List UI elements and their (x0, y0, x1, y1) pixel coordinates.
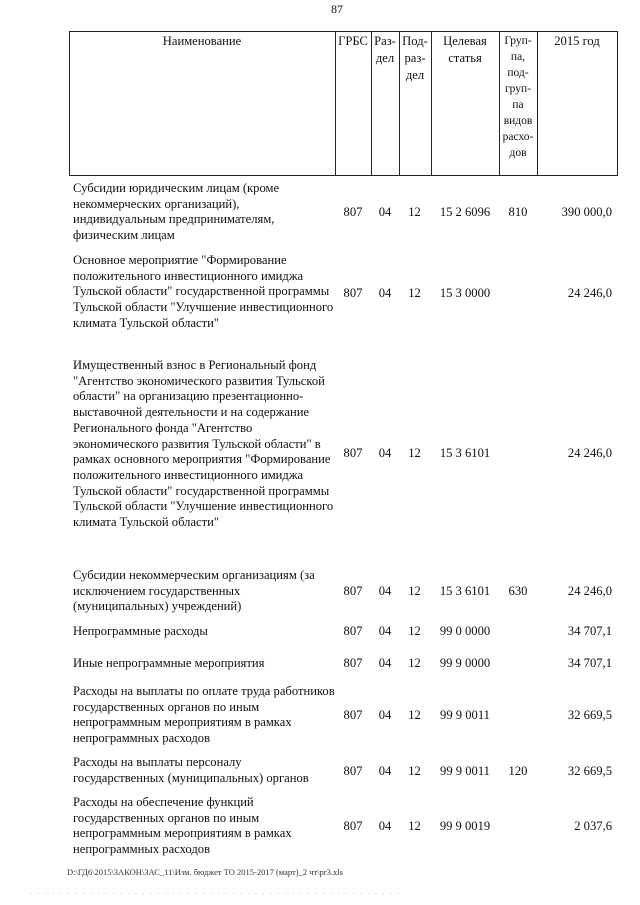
row-razdel: 04 (378, 584, 392, 598)
row-sum: 24 246,0 (567, 584, 612, 598)
row-razdel: 04 (378, 624, 392, 638)
header-podrazdel-line: раз- (404, 51, 426, 65)
header-cst-line: Целевая (443, 34, 487, 48)
row-cst: 99 9 0000 (439, 656, 491, 670)
row-razdel: 04 (378, 708, 392, 722)
row-razdel: 04 (378, 446, 392, 460)
header-name: Наименование (162, 34, 242, 48)
row-cst: 99 9 0011 (440, 708, 490, 722)
header-gruppa-line: па, (510, 51, 526, 63)
header-razdel-line: Раз- (374, 34, 396, 48)
header-year: 2015 год (554, 34, 600, 48)
row-name: Основное мероприятие "Формирование положительного инвестиционного имиджа Тульской области" государственной программы Тульской области "Улучшение инвестиционного климата Тульской области" (73, 253, 334, 330)
row-gruppa: 810 (508, 205, 528, 219)
header-gruppa-line: видов (503, 115, 533, 127)
header-grbs: ГРБС (338, 34, 368, 48)
row-cst: 15 2 6096 (439, 205, 491, 219)
page-number: 87 (331, 2, 343, 16)
scan-artifact-dots: . . . . . . . . . . . . . . . . . . . . . . . . . . . . . . . . . . . . . . . . . . . . . . . . . . (30, 888, 402, 896)
row-gruppa: 120 (508, 764, 528, 778)
row-name: Имущественный взнос в Региональный фонд "Агентство экономического развития Тульской области" на организацию презентационно-выставочной деятельности и на содержание Регионального фонда "Агентство экономического развития Тульской области" в рамках основного мероприятия "Формирование положительного инвестиционного имиджа Тульской области" государственной программы Тульской области "Улучшение инвестиционного климата Тульской области" (73, 358, 334, 530)
header-gruppa-line: Груп- (504, 35, 532, 47)
row-razdel: 04 (378, 819, 392, 833)
row-grbs: 807 (343, 708, 363, 722)
header-gruppa-line: расхо- (502, 131, 534, 143)
row-razdel: 04 (378, 205, 392, 219)
header-cst (431, 33, 499, 67)
row-razdel: 04 (378, 656, 392, 670)
column-divider (617, 31, 618, 176)
row-podrazdel: 12 (408, 819, 421, 833)
header-razdel (371, 33, 399, 67)
row-podrazdel: 12 (408, 205, 421, 219)
row-grbs: 807 (343, 205, 363, 219)
row-sum: 2 037,6 (574, 819, 612, 833)
header-gruppa-line: дов (509, 147, 527, 159)
row-sum: 34 707,1 (567, 656, 612, 670)
row-cst: 15 3 6101 (439, 446, 491, 460)
row-podrazdel: 12 (408, 764, 421, 778)
row-sum: 390 000,0 (561, 205, 612, 219)
header-bottom-border (69, 175, 618, 176)
header-razdel-line: дел (375, 51, 395, 65)
header-gruppa-line: под- (507, 67, 529, 79)
row-podrazdel: 12 (408, 584, 421, 598)
row-sum: 32 669,5 (567, 708, 612, 722)
header-podrazdel (399, 33, 431, 84)
row-cst: 99 0 0000 (439, 624, 491, 638)
row-name: Непрограммные расходы (73, 624, 208, 638)
row-grbs: 807 (343, 764, 363, 778)
row-sum: 24 246,0 (567, 286, 612, 300)
footer-file-path: D:\ГД6\2015\ЗАКОН\ЗАС_11\Изм. бюджет ТО 2015-2017 (март)_2 чт\pr3.xls (67, 867, 343, 877)
row-podrazdel: 12 (408, 656, 421, 670)
header-podrazdel-line: дел (405, 68, 425, 82)
row-name: Субсидии юридическим лицам (кроме некоммерческих организаций), индивидуальным предпринимателям, физическим лицам (73, 181, 280, 243)
header-podrazdel-line: Под- (402, 34, 428, 48)
row-sum: 32 669,5 (567, 764, 612, 778)
row-name: Субсидии некоммерческим организациям (за исключением государственных (муниципальных) учреждений) (73, 568, 315, 614)
row-cst: 99 9 0011 (440, 764, 490, 778)
row-grbs: 807 (343, 446, 363, 460)
row-cst: 15 3 0000 (439, 286, 491, 300)
row-razdel: 04 (378, 286, 392, 300)
row-podrazdel: 12 (408, 708, 421, 722)
row-podrazdel: 12 (408, 446, 421, 460)
row-cst: 99 9 0019 (439, 819, 491, 833)
row-name: Расходы на выплаты по оплате труда работников государственных органов по иным непрограммным мероприятиям в рамках непрограммных расходов (73, 684, 335, 746)
row-podrazdel: 12 (408, 624, 421, 638)
row-sum: 34 707,1 (567, 624, 612, 638)
header-gruppa-line: па (512, 99, 524, 111)
row-name: Иные непрограммные мероприятия (73, 656, 265, 670)
row-razdel: 04 (378, 764, 392, 778)
row-grbs: 807 (343, 656, 363, 670)
header-cst-line: статья (448, 51, 482, 65)
row-name: Расходы на выплаты персоналу государственных (муниципальных) органов (73, 755, 309, 785)
column-divider (537, 31, 538, 176)
row-name: Расходы на обеспечение функций государственных органов по иным непрограммным мероприятиям в рамках непрограммных расходов (73, 795, 292, 857)
column-divider (335, 31, 336, 176)
column-divider (69, 31, 70, 176)
row-sum: 24 246,0 (567, 446, 612, 460)
header-gruppa (499, 33, 537, 161)
row-grbs: 807 (343, 819, 363, 833)
header-gruppa-line: груп- (504, 83, 532, 95)
row-grbs: 807 (343, 286, 363, 300)
row-podrazdel: 12 (408, 286, 421, 300)
row-gruppa: 630 (508, 584, 528, 598)
row-grbs: 807 (343, 584, 363, 598)
row-cst: 15 3 6101 (439, 584, 491, 598)
row-grbs: 807 (343, 624, 363, 638)
header-top-border (69, 31, 618, 32)
